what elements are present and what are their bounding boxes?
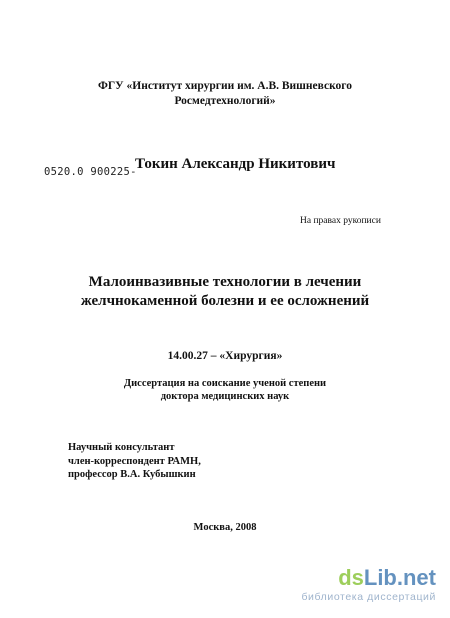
title-line-1: Малоинвазивные технологии в лечении — [88, 274, 362, 290]
degree-statement — [60, 377, 390, 403]
dslib-watermark — [301, 567, 436, 603]
institution-line-2: Росмедтехнологий» — [174, 95, 276, 107]
archive-code-stamp: 0520.0 900225- — [44, 166, 137, 178]
specialty-code: 14.00.27 – «Хирургия» — [167, 350, 283, 362]
rights-note: На правах рукописи — [300, 216, 381, 226]
logo-lib: Lib — [363, 565, 397, 590]
consultant-line-1: Научный консультант — [68, 442, 175, 453]
consultant-line-3: профессор В.А. Кубышкин — [68, 469, 196, 480]
logo-net: .net — [396, 565, 436, 590]
institution-header — [60, 79, 390, 109]
scientific-consultant — [68, 441, 201, 482]
title-line-2: желчнокаменной болезни и ее осложнений — [80, 293, 370, 309]
logo-ds: ds — [338, 565, 364, 590]
author-name: Токин Александр Никитович — [135, 156, 336, 172]
dissertation-title — [60, 273, 390, 311]
institution-line-1: ФГУ «Институт хирургии им. А.В. Вишневского — [97, 80, 352, 92]
city-year: Москва, 2008 — [193, 522, 257, 533]
degree-line-2: доктора медицинских наук — [160, 391, 290, 402]
dslib-logo — [301, 567, 436, 589]
watermark-tagline: библиотека диссертаций — [301, 591, 436, 603]
consultant-line-2: член-корреспондент РАМН, — [68, 455, 201, 467]
degree-line-1: Диссертация на соискание ученой степени — [123, 378, 327, 389]
